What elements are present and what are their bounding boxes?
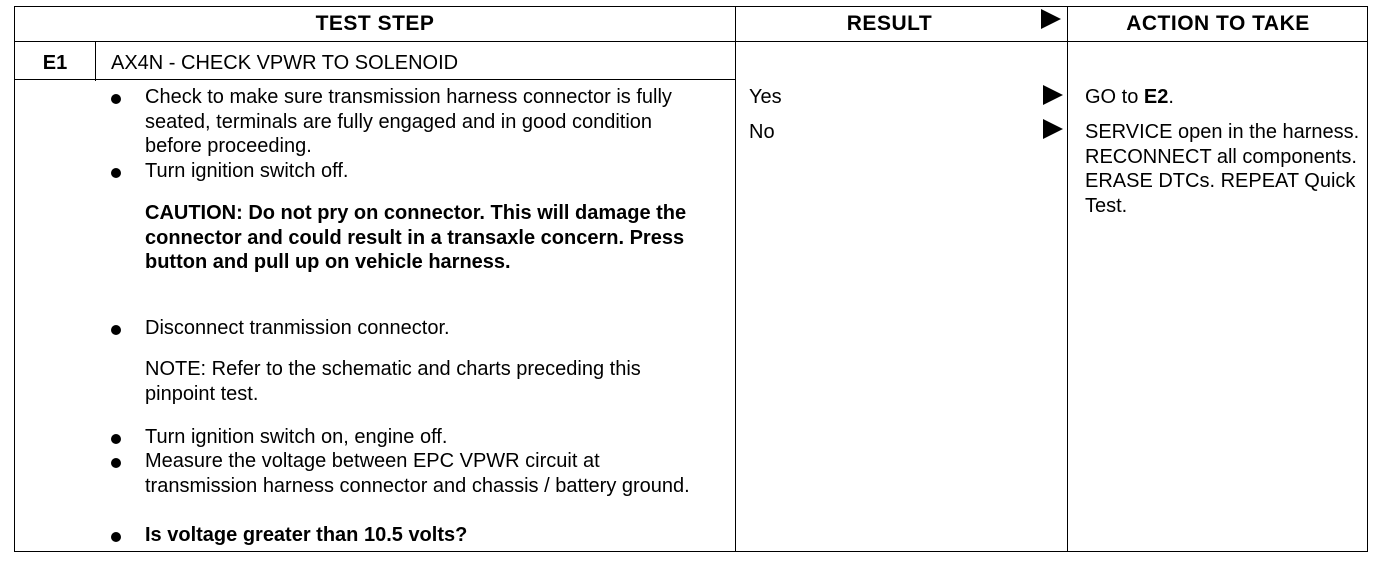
result-no-arrow-icon [1043,119,1063,139]
instruction-measure-voltage: Measure the voltage between EPC VPWR circuit at transmission harness connector and chassis / battery ground. [145,450,690,497]
header-arrow-icon [1041,9,1061,29]
step-id-divider [95,41,96,81]
test-step-table [14,6,1368,552]
divider-test-result [735,7,736,551]
question-voltage: Is voltage greater than 10.5 volts? [145,524,468,546]
bullet-icon [111,458,121,468]
action-yes [1085,85,1370,110]
step-title-underline [15,79,735,80]
bullet-icon [111,94,121,104]
action-no: SERVICE open in the harness. RECONNECT all components. ERASE DTCs. REPEAT Quick Test. [1085,121,1360,217]
step-id: E1 [42,52,68,74]
instruction-ignition-on: Turn ignition switch on, engine off. [145,426,448,448]
instruction-ignition-off: Turn ignition switch off. [145,160,349,182]
result-yes: Yes [749,86,782,108]
header-action: ACTION TO TAKE [1126,12,1310,35]
header-test-step: TEST STEP [315,12,435,35]
action-yes-target: E2 [1143,86,1169,108]
bullet-icon [111,532,121,542]
bullet-icon [111,434,121,444]
bullet-icon [111,168,121,178]
caution-text: CAUTION: Do not pry on connector. This will damage the connector and could result in a transaxle concern. Press button and pull up on vehicle harness. [145,202,687,273]
step-title: AX4N - CHECK VPWR TO SOLENOID [111,52,459,74]
result-no: No [749,121,775,143]
note-text: NOTE: Refer to the schematic and charts preceding this pinpoint test. [145,358,641,405]
bullet-icon [111,325,121,335]
action-yes-suffix: . [1168,86,1174,108]
header-divider [15,41,1367,42]
divider-result-action [1067,7,1068,551]
instruction-check-connector: Check to make sure transmission harness connector is fully seated, terminals are fully engaged and in good condition before proceeding. [145,86,672,157]
action-yes-prefix: GO to [1085,86,1144,108]
result-yes-arrow-icon [1043,85,1063,105]
instruction-disconnect: Disconnect tranmission connector. [145,317,450,339]
header-result: RESULT [846,12,933,35]
